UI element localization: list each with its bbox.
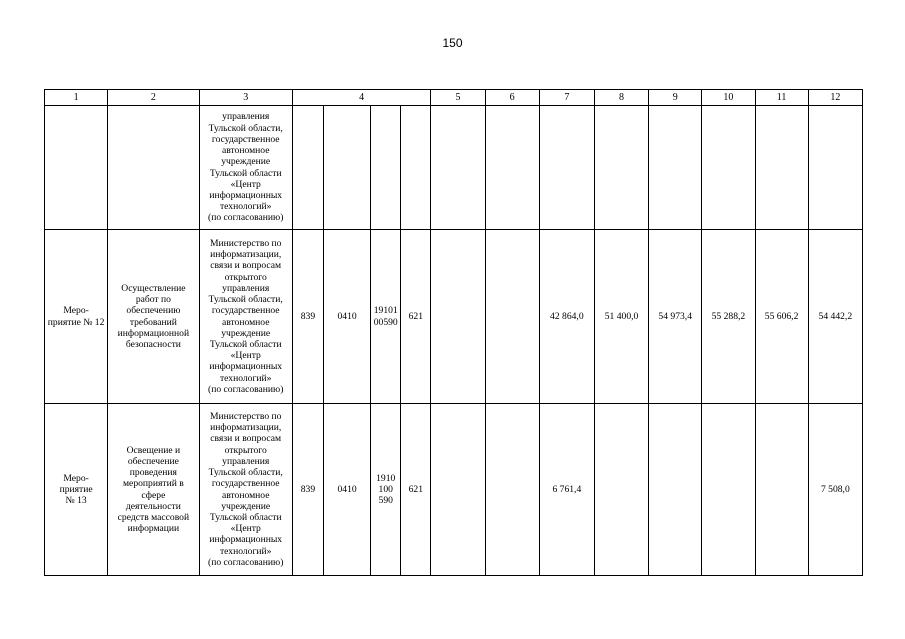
empty-cell [371, 106, 401, 230]
code-rzpr: 0410 [323, 230, 370, 404]
activity-name: Осуществление работ по обеспечению требований информационной безопасности [108, 230, 199, 404]
table-row-activity-12 [45, 230, 863, 404]
header-cell: 10 [702, 90, 755, 106]
empty-cell [431, 106, 485, 230]
code-vr: 621 [401, 404, 431, 576]
code-grbs: 839 [292, 230, 323, 404]
empty-cell [702, 106, 755, 230]
code-grbs: 839 [292, 404, 323, 576]
agency-text: управления Тульской области, государственное автономное учреждение Тульской области «Центр информационных технологий» (по согласованию) [208, 111, 284, 224]
value-col11 [755, 404, 808, 576]
empty-cell [755, 106, 808, 230]
empty-cell [485, 106, 539, 230]
empty-cell [45, 106, 108, 230]
value-col8: 51 400,0 [594, 230, 648, 404]
agency-cell [199, 106, 292, 230]
value-col9 [649, 404, 702, 576]
header-cell: 6 [485, 90, 539, 106]
code-csr: 1910 100 590 [371, 404, 401, 576]
code-rzpr: 0410 [323, 404, 370, 576]
table-row-continued [45, 106, 863, 230]
header-cell: 4 [292, 90, 431, 106]
header-cell: 3 [199, 90, 292, 106]
header-cell: 12 [808, 90, 862, 106]
agency-cell: Министерство по информатизации, связи и вопросам открытого управления Тульской области, государственное автономное учреждение Тульской области «Центр информационных технологий» (по согласованию) [199, 230, 292, 404]
page-number: 150 [442, 36, 463, 50]
header-cell: 8 [594, 90, 648, 106]
header-cell: 2 [108, 90, 199, 106]
code-csr: 19101 00590 [371, 230, 401, 404]
value-col6 [485, 230, 539, 404]
header-cell: 5 [431, 90, 485, 106]
header-cell: 11 [755, 90, 808, 106]
header-cell: 9 [649, 90, 702, 106]
header-row [45, 90, 863, 106]
header-cell: 7 [539, 90, 594, 106]
value-col5 [431, 404, 485, 576]
value-col10: 55 288,2 [702, 230, 755, 404]
empty-cell [108, 106, 199, 230]
value-col12: 7 508,0 [808, 404, 862, 576]
value-col5 [431, 230, 485, 404]
value-col6 [485, 404, 539, 576]
empty-cell [649, 106, 702, 230]
empty-cell [292, 106, 323, 230]
activity-name: Освещение и обеспечение проведения мероприятий в сфере деятельности средств массовой информации [108, 404, 199, 576]
value-col11: 55 606,2 [755, 230, 808, 404]
program-table [44, 89, 863, 576]
header-cell: 1 [45, 90, 108, 106]
value-col8 [594, 404, 648, 576]
empty-cell [323, 106, 370, 230]
table-row-activity-13 [45, 404, 863, 576]
empty-cell [594, 106, 648, 230]
empty-cell [539, 106, 594, 230]
code-vr: 621 [401, 230, 431, 404]
empty-cell [401, 106, 431, 230]
value-col12: 54 442,2 [808, 230, 862, 404]
value-col10 [702, 404, 755, 576]
activity-number: Меро- приятие № 12 [45, 230, 108, 404]
value-col7: 42 864,0 [539, 230, 594, 404]
value-col9: 54 973,4 [649, 230, 702, 404]
activity-number: Меро- приятие № 13 [45, 404, 108, 576]
empty-cell [808, 106, 862, 230]
agency-cell: Министерство по информатизации, связи и вопросам открытого управления Тульской области, государственное автономное учреждение Тульской области «Центр информационных технологий» (по согласованию) [199, 404, 292, 576]
value-col7: 6 761,4 [539, 404, 594, 576]
